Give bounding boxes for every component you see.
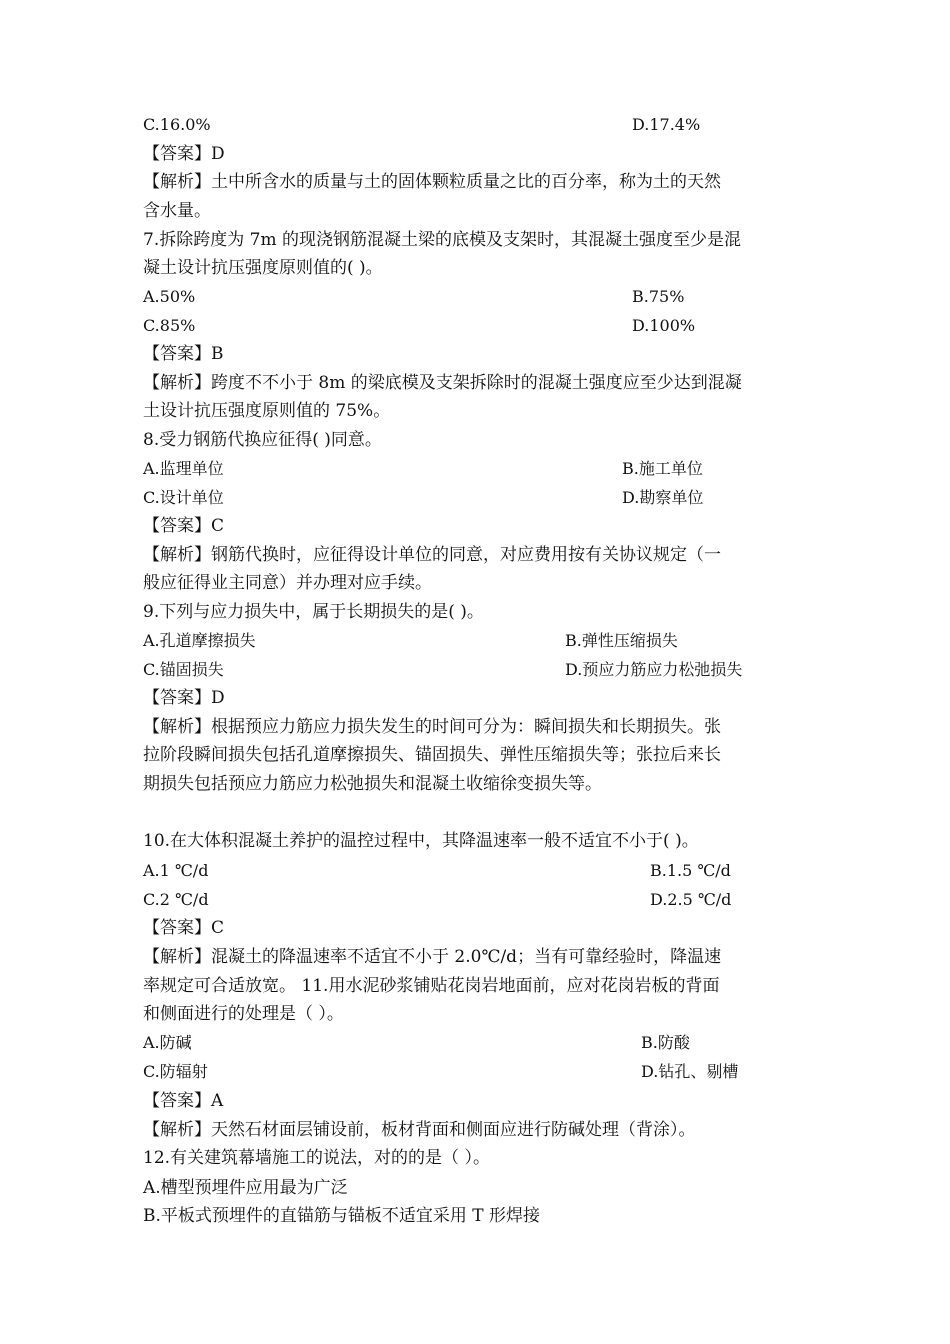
q11-analysis: 【解析】天然石材面层铺设前，板材背面和侧面应进行防碱处理（背涂）。: [143, 1120, 696, 1140]
q12-option-a: A.槽型预埋件应用最为广泛: [143, 1178, 348, 1198]
q7-analysis-line-1: 【解析】跨度不不小于 8m 的梁底模及支架拆除时的混凝土强度应至少达到混凝: [143, 373, 742, 393]
q10-option-c: C.2 ℃/d: [143, 890, 209, 909]
q6-option-c: C.16.0%: [143, 115, 211, 134]
q11-question-line-2: 和侧面进行的处理是（ ）。: [143, 1004, 344, 1024]
q8-answer: 【答案】C: [143, 516, 225, 536]
q10-answer: 【答案】C: [143, 918, 225, 938]
q8-option-c: C.设计单位: [143, 488, 224, 507]
q10-analysis-line-2: 率规定可合适放宽。 11.用水泥砂浆铺贴花岗岩地面前，应对花岗岩板的背面: [143, 976, 720, 996]
q9-question: 9.下列与应力损失中，属于长期损失的是( )。: [143, 602, 484, 622]
q8-option-d: D.勘察单位: [622, 488, 704, 507]
q11-option-c: C.防辐射: [143, 1062, 208, 1081]
q10-analysis-line-1: 【解析】混凝土的降温速率不适宜不小于 2.0℃/d；当有可靠经验时，降温速: [143, 947, 722, 967]
q11-answer: 【答案】A: [143, 1091, 224, 1111]
q9-option-a: A.孔道摩擦损失: [143, 631, 256, 650]
q10-question: 10.在大体积混凝土养护的温控过程中，其降温速率一般不适宜不小于( )。: [143, 831, 699, 851]
q9-analysis-line-1: 【解析】根据预应力筋应力损失发生的时间可分为：瞬间损失和长期损失。张: [143, 717, 721, 737]
q11-option-b: B.防酸: [641, 1033, 690, 1052]
q8-question: 8.受力钢筋代换应征得( )同意。: [143, 430, 382, 450]
q8-analysis-line-1: 【解析】钢筋代换时，应征得设计单位的同意，对应费用按有关协议规定（一: [143, 545, 721, 565]
q10-option-d: D.2.5 ℃/d: [650, 890, 732, 909]
q11-option-d: D.钻孔、剔槽: [641, 1062, 739, 1081]
q7-option-b: B.75%: [632, 287, 685, 306]
q8-option-a: A.监理单位: [143, 459, 224, 478]
q7-question-line-2: 凝土设计抗压强度原则值的( )。: [143, 258, 383, 278]
q6-option-d: D.17.4%: [632, 115, 701, 134]
q8-option-b: B.施工单位: [622, 459, 703, 478]
q7-option-a: A.50%: [143, 287, 196, 306]
q7-answer: 【答案】B: [143, 344, 224, 364]
q7-analysis-line-2: 土设计抗压强度原则值的 75%。: [143, 401, 391, 421]
q9-analysis-line-2: 拉阶段瞬间损失包括孔道摩擦损失、锚固损失、弹性压缩损失等；张拉后来长: [143, 745, 721, 765]
q7-option-c: C.85%: [143, 316, 196, 335]
q6-analysis-line-2: 含水量。: [143, 201, 211, 221]
q11-option-a: A.防碱: [143, 1033, 192, 1052]
q9-option-d: D.预应力筋应力松弛损失: [565, 660, 743, 679]
q12-option-b: B.平板式预埋件的直锚筋与锚板不适宜采用 T 形焊接: [143, 1206, 541, 1226]
q10-option-a: A.1 ℃/d: [143, 861, 209, 880]
q9-option-b: B.弹性压缩损失: [565, 631, 678, 650]
q10-option-b: B.1.5 ℃/d: [650, 861, 731, 880]
q12-question: 12.有关建筑幕墙施工的说法，对的的是（ ）。: [143, 1148, 490, 1168]
q8-analysis-line-2: 般应征得业主同意）并办理对应手续。: [143, 573, 432, 593]
q7-option-d: D.100%: [632, 316, 696, 335]
q6-analysis-line-1: 【解析】土中所含水的质量与土的固体颗粒质量之比的百分率，称为土的天然: [143, 172, 721, 192]
q9-answer: 【答案】D: [143, 688, 225, 708]
q6-answer: 【答案】D: [143, 144, 225, 164]
q9-analysis-line-3: 期损失包括预应力筋应力松弛损失和混凝土收缩徐变损失等。: [143, 774, 602, 794]
q7-question-line-1: 7.拆除跨度为 7m 的现浇钢筋混凝土梁的底模及支架时，其混凝土强度至少是混: [143, 230, 741, 250]
q9-option-c: C.锚固损失: [143, 660, 224, 679]
